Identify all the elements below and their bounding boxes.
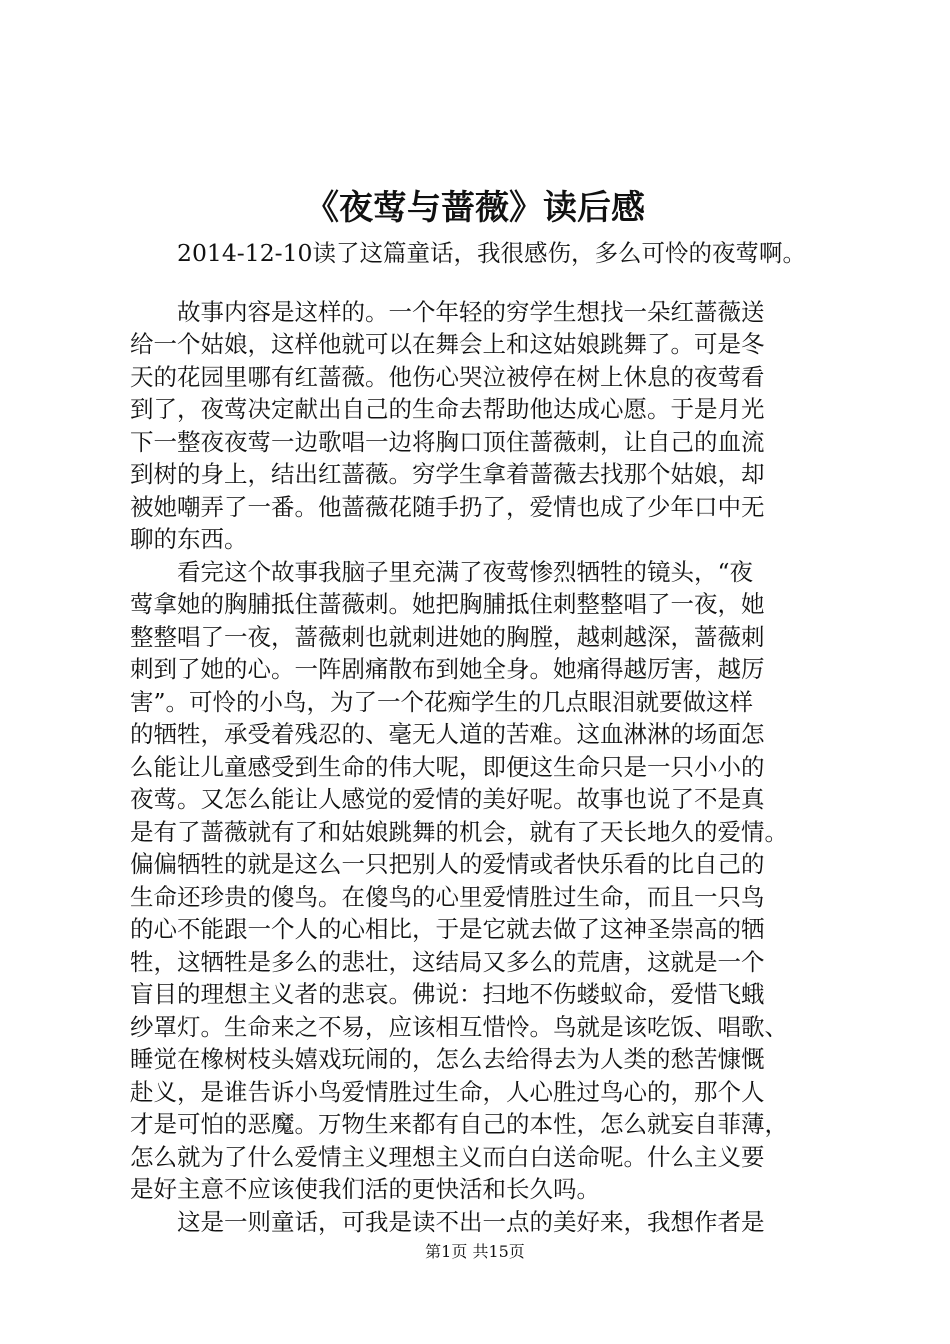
body-line: 是有了蔷薇就有了和姑娘跳舞的机会，就有了天长地久的爱情。 [130, 817, 788, 846]
body-line: 牲，这牺牲是多么的悲壮，这结局又多么的荒唐，这就是一个 [130, 947, 765, 976]
body-line: 故事内容是这样的。一个年轻的穷学生想找一朵红蔷薇送 [130, 297, 765, 326]
paragraph-spacer [130, 270, 830, 296]
body-line: 这是一则童话，可我是读不出一点的美好来，我想作者是 [130, 1207, 765, 1236]
body-line: 夜莺。又怎么能让人感觉的爱情的美好呢。故事也说了不是真 [130, 785, 765, 813]
body-line: 刺到了她的心。一阵剧痛散布到她全身。她痛得越厉害，越厉 [130, 655, 765, 683]
body-line: 是好主意不应该使我们活的更快活和长久吗。 [130, 1175, 600, 1203]
body-line: 到树的身上，结出红蔷薇。穷学生拿着蔷薇去找那个姑娘，却 [130, 460, 765, 488]
body-line: 到了，夜莺决定献出自己的生命去帮助他达成心愿。于是月光 [130, 395, 765, 423]
body-line: 的牺牲，承受着残忍的、毫无人道的苦难。这血淋淋的场面怎 [130, 720, 765, 748]
body-line: 看完这个故事我脑子里充满了夜莺惨烈牺牲的镜头，“夜 [130, 557, 754, 586]
date-line: 2014-12-10读了这篇童话，我很感伤，多么可怜的夜莺啊。 [130, 239, 806, 267]
body-line: 害”。可怜的小鸟，为了一个花痴学生的几点眼泪就要做这样 [130, 687, 754, 716]
body-line: 整整唱了一夜，蔷薇刺也就刺进她的胸膛，越刺越深，蔷薇刺 [130, 622, 765, 651]
body-line: 被她嘲弄了一番。他蔷薇花随手扔了，爱情也成了少年口中无 [130, 492, 765, 521]
body-line: 睡觉在橡树枝头嬉戏玩闹的，怎么去给得去为人类的愁苦慷慨 [130, 1045, 765, 1073]
body-line: 纱罩灯。生命来之不易，应该相互惜怜。鸟就是该吃饭、唱歌、 [130, 1012, 788, 1041]
body-line: 给一个姑娘，这样他就可以在舞会上和这姑娘跳舞了。可是冬 [130, 330, 765, 358]
body-line: 天的花园里哪有红蔷薇。他伤心哭泣被停在树上休息的夜莺看 [130, 362, 765, 391]
document-title: 《夜莺与蔷薇》读后感 [305, 188, 645, 228]
body-line: 下一整夜夜莺一边歌唱一边将胸口顶住蔷薇刺，让自己的血流 [130, 427, 765, 456]
body-line: 才是可怕的恶魔。万物生来都有自己的本性，怎么就妄自菲薄， [130, 1110, 788, 1138]
page-number-footer: 第1页 共15页 [425, 1242, 525, 1261]
body-line: 赴义，是谁告诉小鸟爱情胜过生命，人心胜过鸟心的，那个人 [130, 1077, 765, 1106]
body-line: 生命还珍贵的傻鸟。在傻鸟的心里爱情胜过生命，而且一只鸟 [130, 882, 765, 911]
body-line: 盲目的理想主义者的悲哀。佛说：扫地不伤蝼蚁命，爱惜飞蛾 [130, 980, 765, 1008]
body-line: 怎么就为了什么爱情主义理想主义而白白送命呢。什么主义要 [130, 1142, 765, 1171]
body-line: 么能让儿童感受到生命的伟大呢，即便这生命只是一只小小的 [130, 752, 765, 781]
body-line: 莺拿她的胸脯抵住蔷薇刺。她把胸脯抵住刺整整唱了一夜，她 [130, 590, 765, 618]
body-line: 的心不能跟一个人的心相比，于是它就去做了这神圣崇高的牺 [130, 915, 765, 943]
body-line: 偏偏牺牲的就是这么一只把别人的爱情或者快乐看的比自己的 [130, 850, 765, 878]
document-body [130, 237, 830, 1238]
body-line: 聊的东西。 [130, 525, 248, 553]
